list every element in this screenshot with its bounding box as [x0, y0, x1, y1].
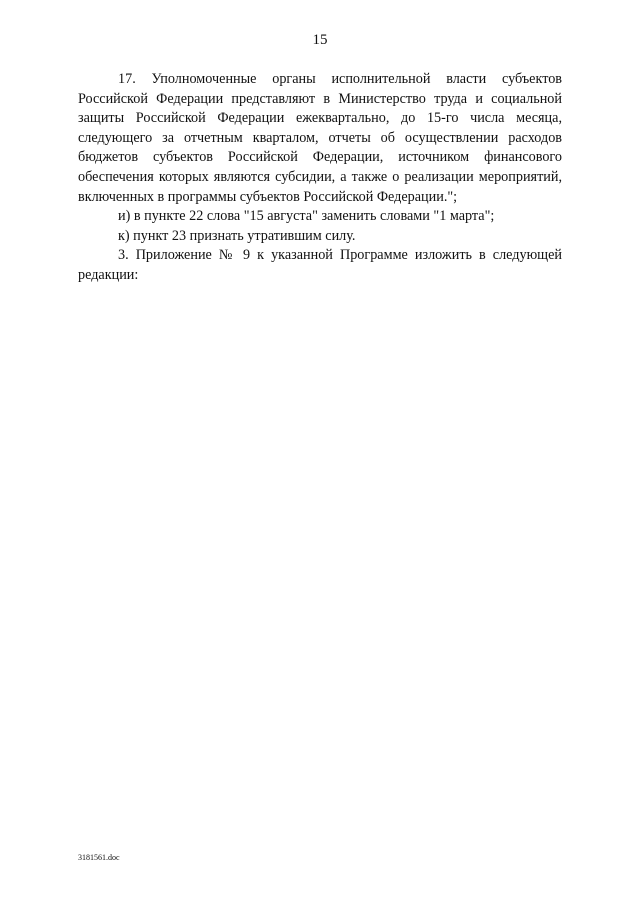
paragraph-k: к) пункт 23 признать утратившим силу. [118, 227, 356, 244]
page-number: 15 [312, 32, 328, 48]
paragraph-i: и) в пункте 22 слова "15 августа" заменить словами "1 марта"; [118, 208, 495, 225]
paragraph-17: 17. Уполномоченные органы исполнительной власти субъектов Российской Федерации представляют в Министерство труда и социальной защиты Российской Федерации ежеквартально, до 15-го числа месяца, следующего за отчетным кварталом, отчеты об осуществлении расходов бюджетов субъектов Российской Федерации, источником финансового обеспечения которых являются субсидии, а также о реализации мероприятий, включенных в программы субъектов Российской Федерации."; [78, 71, 562, 205]
document-body [78, 70, 562, 286]
document-file-code: 3181561.doc [78, 853, 120, 862]
paragraph-3: 3. Приложение № 9 к указанной Программе изложить в следующей редакции: [78, 247, 562, 283]
